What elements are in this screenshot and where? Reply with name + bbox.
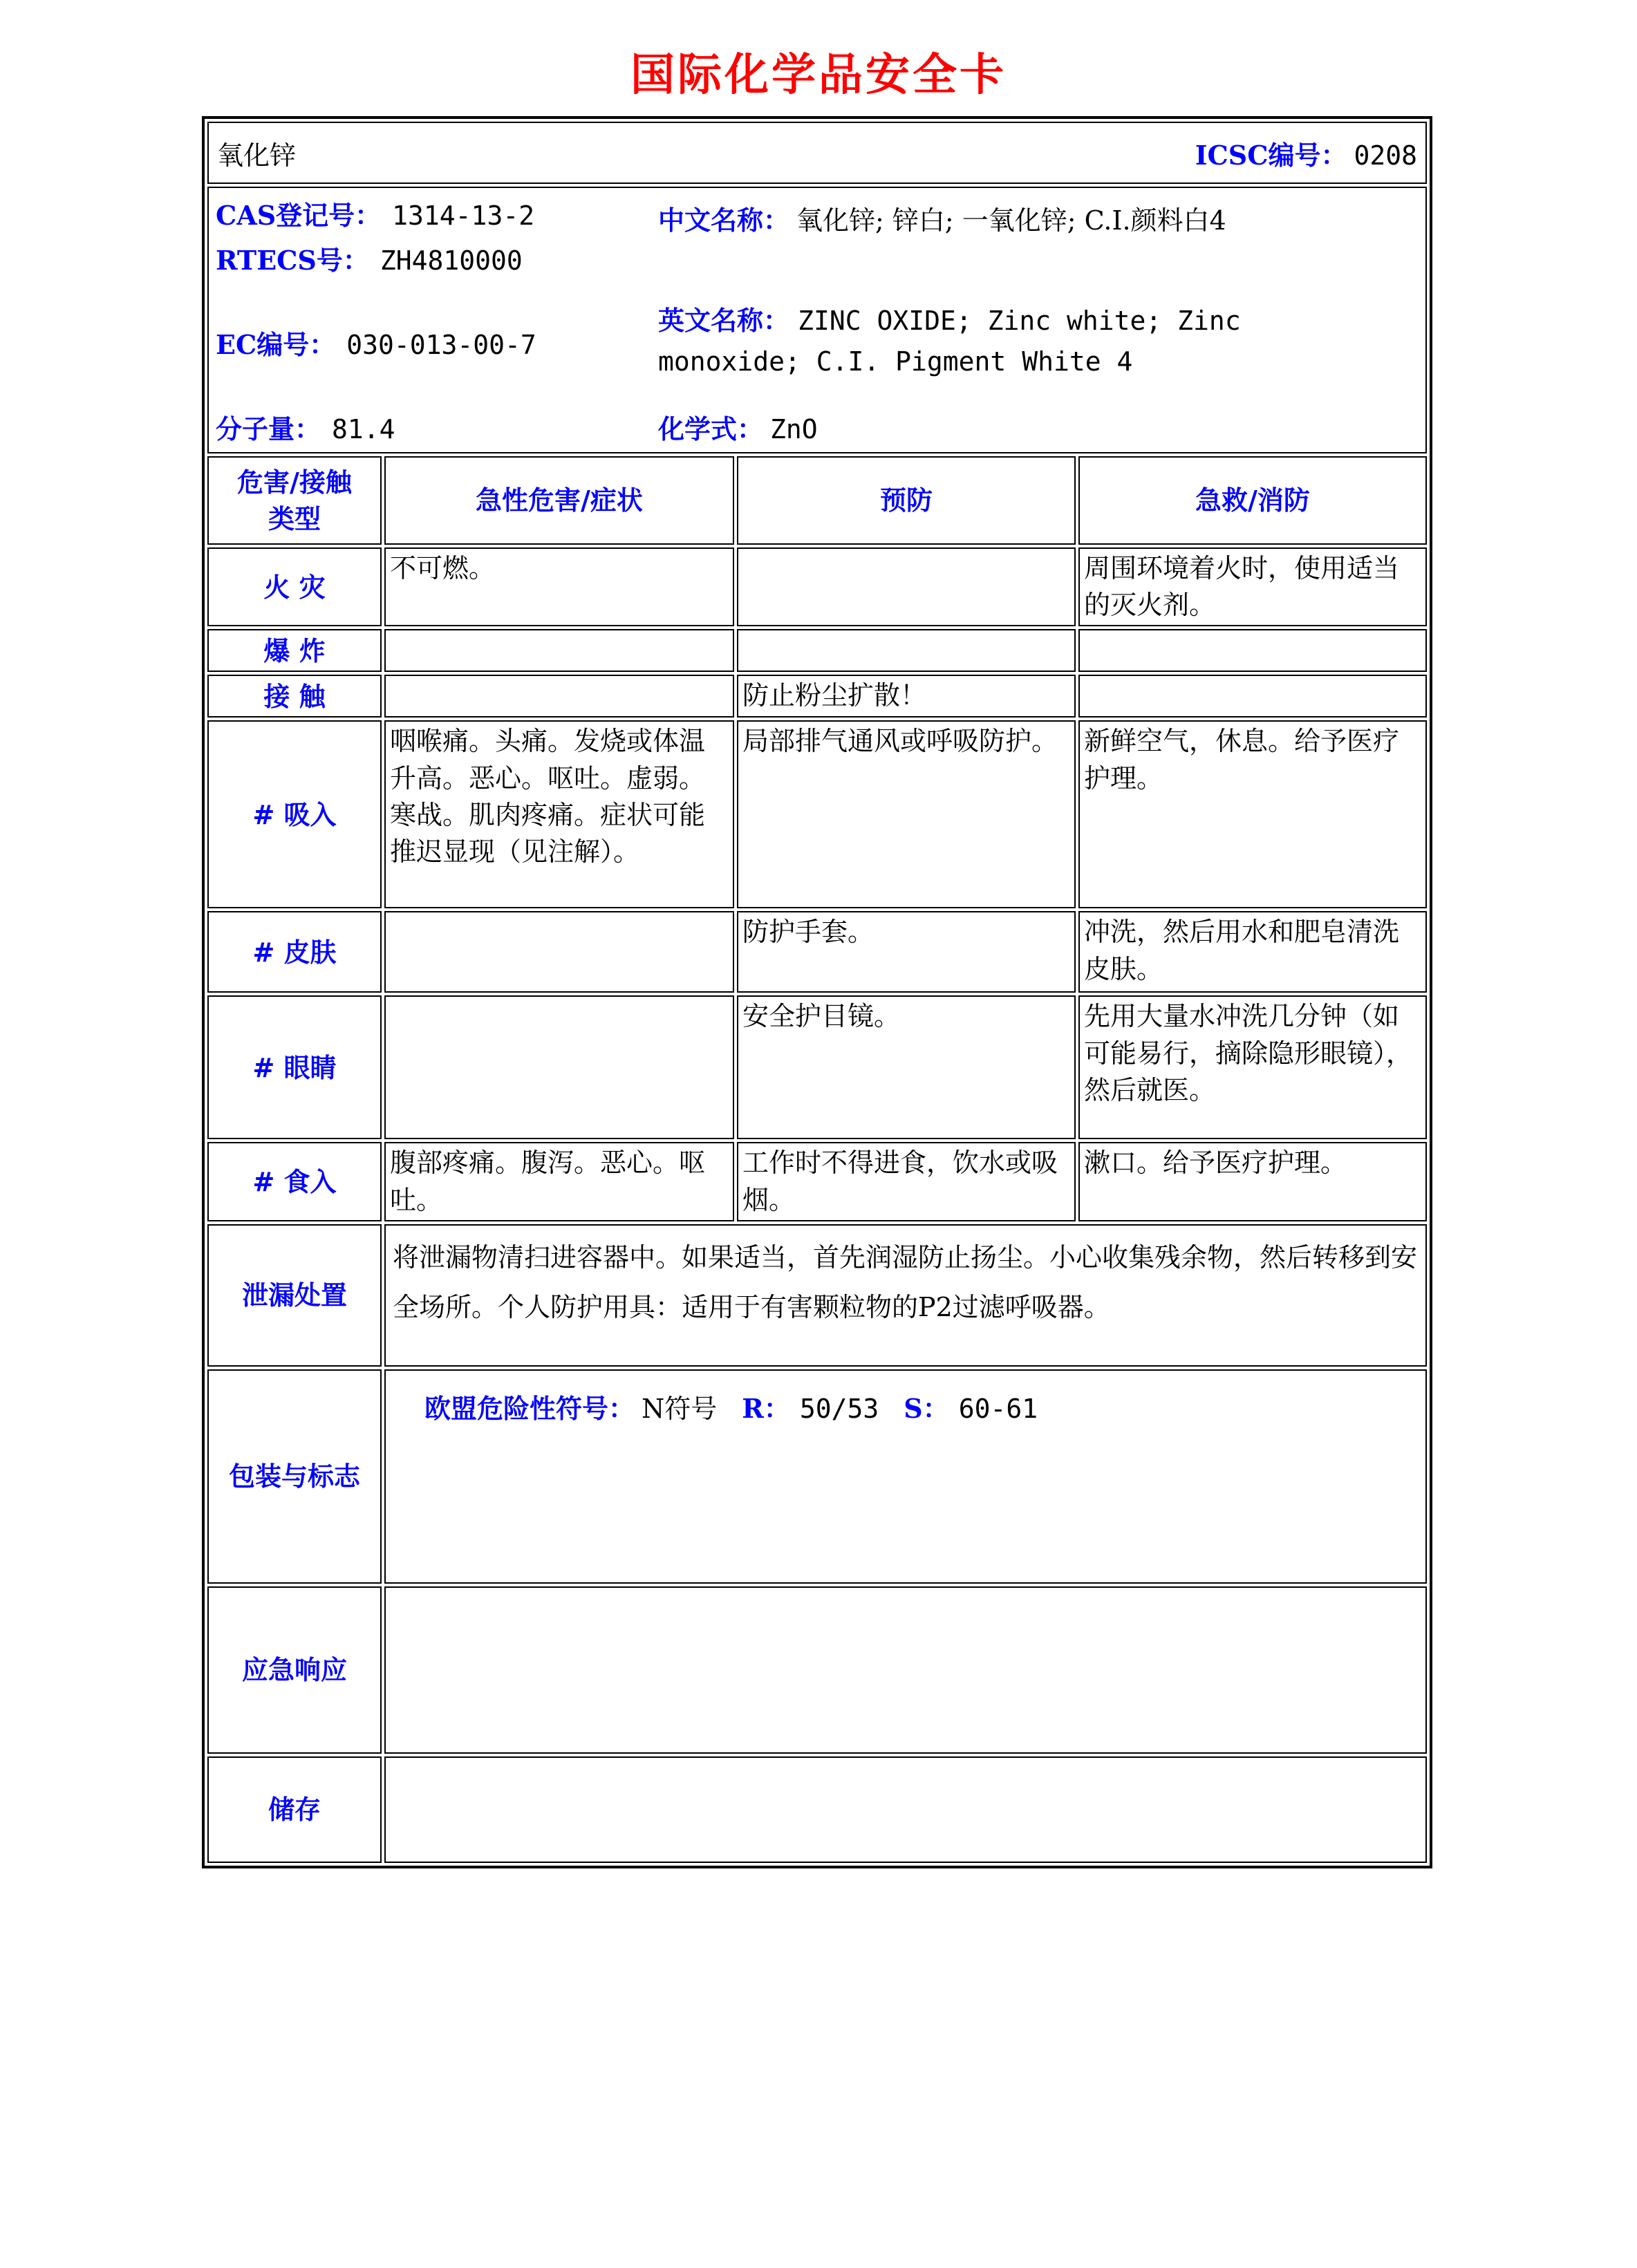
cas-label: CAS登记号： [216, 200, 382, 231]
chemical-formula [658, 408, 818, 446]
hazard-header-prevention: 预防 [737, 456, 1076, 545]
hazard-row-exposure [207, 675, 1427, 718]
section-label: 泄漏处置 [207, 1224, 382, 1367]
firstaid-cell: 冲洗，然后用水和肥皂清洗皮肤。 [1078, 911, 1427, 993]
symptoms-cell [384, 629, 734, 672]
prevention-cell: 局部排气通风或呼吸防护。 [737, 720, 1076, 908]
rtecs-label: RTECS号： [216, 244, 369, 276]
firstaid-cell [1078, 629, 1427, 672]
chemical-formula-value: ZnO [770, 414, 818, 444]
molecular-weight [216, 414, 395, 444]
firstaid-cell: 先用大量水冲洗几分钟（如可能易行，摘除隐形眼镜），然后就医。 [1078, 995, 1427, 1139]
prevention-cell [737, 629, 1076, 672]
eu-symbol-value: N符号 [642, 1393, 718, 1424]
section-row-packaging [207, 1369, 1427, 1584]
prevention-cell [737, 547, 1076, 626]
hazard-row-fire [207, 547, 1427, 626]
icsc-number-label: ICSC编号： [1195, 139, 1347, 171]
s-phrase-value: 60-61 [958, 1393, 1038, 1424]
section-label: 包装与标志 [207, 1369, 382, 1584]
row-label: 接 触 [207, 675, 382, 718]
identifiers-section [207, 187, 1427, 453]
r-phrase-label: R： [742, 1392, 790, 1424]
cas-value: 1314-13-2 [392, 200, 535, 231]
ec-label: EC编号： [216, 329, 336, 360]
chemical-formula-label: 化学式： [658, 413, 764, 444]
hazard-header-row [207, 456, 1427, 545]
section-label: 储存 [207, 1756, 382, 1863]
symptoms-cell: 腹部疼痛。腹泻。恶心。呕吐。 [384, 1142, 734, 1221]
symptoms-cell [384, 911, 734, 993]
row-label: # 食入 [207, 1142, 382, 1221]
english-name-line [658, 301, 1311, 382]
icsc-number-value: 0208 [1354, 140, 1417, 171]
prevention-cell: 安全护目镜。 [737, 995, 1076, 1139]
safety-card [202, 116, 1432, 1868]
ec-value: 030-013-00-7 [346, 330, 536, 360]
chinese-name-label: 中文名称： [658, 205, 790, 236]
english-name-value: ZINC OXIDE; Zinc white; Zinc monoxide; C.I. Pigment White 4 [658, 306, 1241, 377]
hazard-header-symptoms: 急性危害/症状 [384, 456, 734, 545]
page-title: 国际化学品安全卡 [630, 50, 1007, 100]
card-header-row [207, 122, 1427, 184]
storage-content [384, 1756, 1427, 1863]
row-label: # 皮肤 [207, 911, 382, 993]
identifiers-right [658, 199, 1311, 382]
symptoms-cell [384, 675, 734, 718]
symptoms-cell: 咽喉痛。头痛。发烧或体温升高。恶心。呕吐。虚弱。寒战。肌肉疼痛。症状可能推迟显现（见注解）。 [384, 720, 734, 908]
symptoms-cell: 不可燃。 [384, 547, 734, 626]
eu-symbol-label: 欧盟危险性符号： [424, 1392, 635, 1424]
prevention-cell: 工作时不得进食，饮水或吸烟。 [737, 1142, 1076, 1221]
section-row-emergency [207, 1586, 1427, 1754]
molecular-weight-value: 81.4 [332, 414, 395, 444]
row-label: # 吸入 [207, 720, 382, 908]
r-phrase-value: 50/53 [799, 1393, 879, 1424]
emergency-content [384, 1586, 1427, 1754]
hazard-header-type-line2: 类型 [268, 503, 321, 534]
spillage-content: 将泄漏物清扫进容器中。如果适当，首先润湿防止扬尘。小心收集残余物，然后转移到安全场所。个人防护用具：适用于有害颗粒物的P2过滤呼吸器。 [384, 1224, 1427, 1367]
hazard-row-inhalation [207, 720, 1427, 908]
prevention-cell: 防止粉尘扩散！ [737, 675, 1076, 718]
firstaid-cell: 周围环境着火时，使用适当的灭火剂。 [1078, 547, 1427, 626]
firstaid-cell [1078, 675, 1427, 718]
hazard-row-eyes [207, 995, 1427, 1139]
hazard-header-firstaid: 急救/消防 [1078, 456, 1427, 545]
section-row-spillage [207, 1224, 1427, 1367]
hazard-header-type [207, 456, 382, 545]
hazard-row-explosion [207, 629, 1427, 672]
chinese-name-line [658, 199, 1311, 237]
section-label: 应急响应 [207, 1586, 382, 1754]
rtecs-value: ZH4810000 [380, 245, 523, 276]
firstaid-cell: 漱口。给予医疗护理。 [1078, 1142, 1427, 1221]
english-name-label: 英文名称： [658, 305, 790, 336]
symptoms-cell [384, 995, 734, 1139]
row-label: 爆 炸 [207, 629, 382, 672]
identifiers-bottom-line [216, 408, 1419, 442]
icsc-number [1195, 134, 1417, 172]
hazard-row-ingestion [207, 1142, 1427, 1221]
eu-hazard-line [390, 1390, 1421, 1427]
prevention-cell: 防护手套。 [737, 911, 1076, 993]
s-phrase-label: S： [904, 1392, 949, 1424]
hazard-row-skin [207, 911, 1427, 993]
substance-name: 氧化锌 [217, 140, 297, 171]
row-label: 火 灾 [207, 547, 382, 626]
firstaid-cell: 新鲜空气，休息。给予医疗护理。 [1078, 720, 1427, 908]
row-label: # 眼睛 [207, 995, 382, 1139]
packaging-content [384, 1369, 1427, 1584]
molecular-weight-label: 分子量： [216, 413, 321, 444]
hazard-header-type-line1: 危害/接触 [237, 466, 352, 498]
section-row-storage [207, 1756, 1427, 1863]
chinese-name-value: 氧化锌; 锌白; 一氧化锌; C.I.颜料白4 [796, 205, 1226, 236]
